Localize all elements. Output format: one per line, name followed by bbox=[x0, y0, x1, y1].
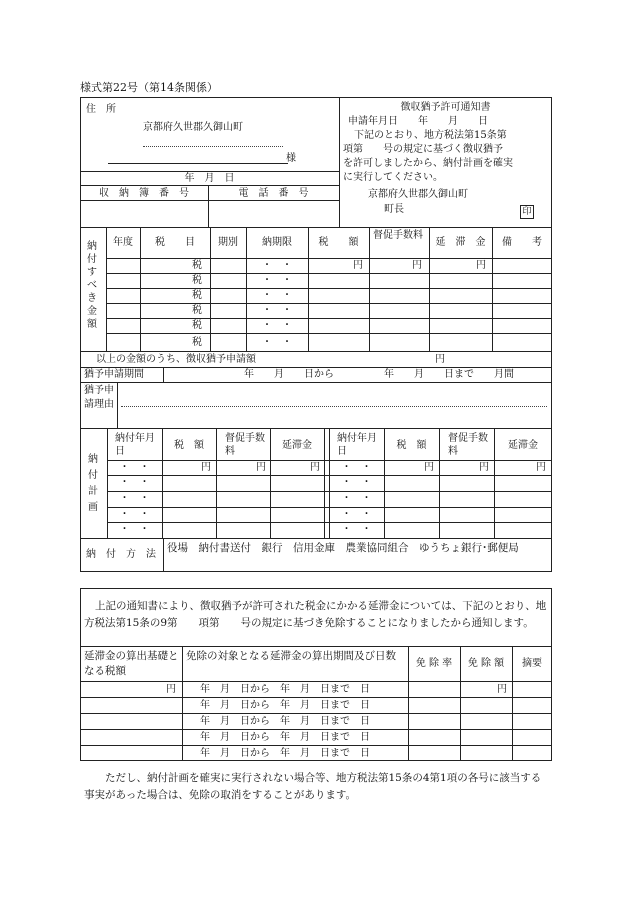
plan-yen-1: 円 bbox=[201, 462, 211, 473]
plan-header-late-1: 延滞金 bbox=[282, 440, 312, 451]
period-label: 猶予申請期間 bbox=[84, 369, 144, 380]
row-due-3: ・ ・ bbox=[262, 290, 292, 301]
yen-tax: 円 bbox=[353, 260, 363, 271]
date-line: 年 月 日 bbox=[184, 173, 235, 184]
seal-mark: 印 bbox=[520, 205, 534, 219]
row-due-5: ・ ・ bbox=[262, 320, 292, 331]
header-remarks: 備 考 bbox=[502, 237, 542, 248]
plan-date-r3: ・ ・ bbox=[341, 493, 372, 504]
plan-date-l3: ・ ・ bbox=[119, 493, 150, 504]
plan-header-tax-2: 税 額 bbox=[396, 440, 427, 451]
row-due-4: ・ ・ bbox=[262, 305, 292, 316]
exemption-yen-amount: 円 bbox=[497, 684, 507, 695]
notice-title: 徴収猶予許可通知書 bbox=[400, 102, 491, 113]
plan-side-label: 納付計画 bbox=[88, 454, 98, 513]
notice-body-line-3: を許可しましたから、納付計画を確実 bbox=[343, 158, 513, 169]
plan-date-l4: ・ ・ bbox=[119, 509, 150, 520]
exemption-row-5: 年 月 日から 年 月 日まで 日 bbox=[200, 748, 370, 759]
exemption-row-4: 年 月 日から 年 月 日まで 日 bbox=[200, 732, 370, 743]
yen-late: 円 bbox=[476, 260, 486, 271]
exemption-header-rate: 免 除 率 bbox=[415, 658, 453, 669]
exemption-row-2: 年 月 日から 年 月 日まで 日 bbox=[200, 700, 370, 711]
notice-application-date: 申請年月日 年 月 日 bbox=[348, 116, 488, 127]
plan-date-r5: ・ ・ bbox=[341, 524, 372, 535]
plan-yen-4: 円 bbox=[424, 462, 434, 473]
plan-yen-6: 円 bbox=[536, 462, 546, 473]
plan-yen-3: 円 bbox=[310, 462, 320, 473]
reason-label: 猶予申請理由 bbox=[84, 385, 114, 410]
header-fiscal-year: 年度 bbox=[113, 237, 133, 248]
issuer-address: 京都府久世郡久御山町 bbox=[368, 189, 468, 200]
footer-note: ただし、納付計画を確実に実行されない場合等、地方税法第15条の4第1項の各号に該当する事実があった場合は、免除の取消をすることがあります。 bbox=[84, 772, 542, 801]
notice-body-line-1: 下記のとおり、地方税法第15条第 bbox=[354, 130, 507, 141]
row-tax-3: 税 bbox=[192, 290, 202, 301]
plan-date-l5: ・ ・ bbox=[119, 524, 150, 535]
plan-header-reminder-1: 督促手数料 bbox=[225, 433, 265, 457]
plan-date-l1: ・ ・ bbox=[119, 462, 150, 473]
subtotal-label: 以上の金額のうち、徴収猶予申請額 bbox=[96, 354, 256, 365]
issuer-title: 町長 bbox=[384, 204, 404, 215]
sama: 様 bbox=[286, 153, 296, 164]
exemption-yen-base: 円 bbox=[166, 684, 176, 695]
header-tax-amount: 税 額 bbox=[318, 237, 359, 248]
exemption-header-remarks: 摘要 bbox=[522, 658, 542, 669]
plan-header-date-1: 納付年月日 bbox=[115, 433, 155, 457]
row-due-1: ・ ・ bbox=[262, 260, 292, 271]
row-tax-4: 税 bbox=[192, 305, 202, 316]
header-period: 期別 bbox=[218, 237, 238, 248]
header-due-date: 納期限 bbox=[262, 237, 292, 248]
form-number: 様式第22号（第14条関係） bbox=[80, 81, 218, 94]
method-label: 納 付 方 法 bbox=[86, 549, 156, 560]
notice-body-line-4: に実行してください。 bbox=[343, 172, 443, 183]
plan-yen-2: 円 bbox=[256, 462, 266, 473]
row-due-2: ・ ・ bbox=[262, 275, 292, 286]
receipt-number-label: 収 納 簿 番 号 bbox=[99, 188, 189, 199]
exemption-row-1: 年 月 日から 年 月 日まで 日 bbox=[200, 684, 370, 695]
exemption-header-base: 延滞金の算出基礎となる税額 bbox=[84, 650, 179, 677]
row-tax-6: 税 bbox=[192, 337, 202, 348]
plan-header-reminder-2: 督促手数料 bbox=[448, 433, 488, 457]
amount-side-label: 納付すべき金額 bbox=[87, 241, 97, 330]
plan-header-date-2: 納付年月日 bbox=[337, 433, 377, 457]
plan-header-late-2: 延滞金 bbox=[508, 440, 538, 451]
header-tax-item: 税 目 bbox=[155, 237, 195, 248]
row-due-6: ・ ・ bbox=[262, 337, 292, 348]
address-value: 京都府久世郡久御山町 bbox=[143, 122, 243, 133]
phone-number-label: 電 話 番 号 bbox=[238, 188, 309, 199]
plan-header-tax-1: 税 額 bbox=[174, 440, 204, 451]
subtotal-yen: 円 bbox=[435, 354, 445, 365]
method-text: 役場 納付書送付 銀行 信用金庫 農業協同組合 ゆうちょ銀行･郵便局 bbox=[167, 542, 519, 554]
exemption-header-period: 免除の対象となる延滞金の算出期間及び日数 bbox=[186, 650, 396, 662]
period-text: 年 月 日から 年 月 日まで 月間 bbox=[244, 369, 514, 380]
exemption-header-amount: 免 除 額 bbox=[467, 658, 505, 669]
plan-yen-5: 円 bbox=[479, 462, 489, 473]
address-label: 住 所 bbox=[86, 104, 116, 115]
yen-reminder: 円 bbox=[412, 260, 422, 271]
row-tax-2: 税 bbox=[192, 275, 202, 286]
row-tax-5: 税 bbox=[192, 320, 202, 331]
header-late-fee: 延 滞 金 bbox=[435, 237, 486, 248]
exemption-row-3: 年 月 日から 年 月 日まで 日 bbox=[200, 716, 370, 727]
plan-date-r4: ・ ・ bbox=[341, 509, 372, 520]
header-reminder-fee: 督促手数料 bbox=[373, 230, 423, 241]
plan-date-r2: ・ ・ bbox=[341, 477, 372, 488]
notice-body-line-2: 項第 号の規定に基づく徴収猶予 bbox=[343, 144, 503, 155]
exemption-intro: 上記の通知書により、徴収猶予が許可された税金にかかる延滞金については、下記のとおり、地方税法第15条の9第 項第 号の規定に基づき免除することになりましたから通知します。 bbox=[84, 600, 547, 629]
row-tax-1: 税 bbox=[192, 260, 202, 271]
plan-date-l2: ・ ・ bbox=[119, 477, 150, 488]
plan-date-r1: ・ ・ bbox=[341, 462, 372, 473]
